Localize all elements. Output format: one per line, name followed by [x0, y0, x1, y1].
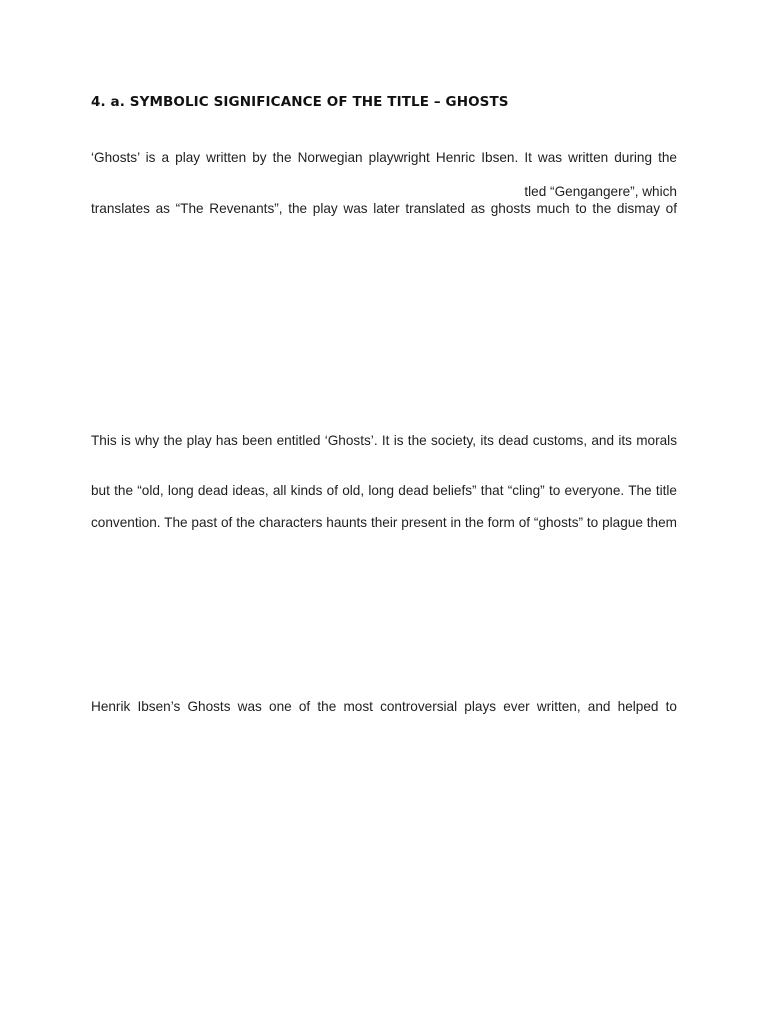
- text-line-2: tled “Gengangere”, which: [524, 184, 677, 199]
- text-line-4: This is why the play has been entitled ‘Ghosts’. It is the society, its dead customs, and its morals: [91, 433, 677, 448]
- text-line-5: but the “old, long dead ideas, all kinds of old, long dead beliefs” that “cling” to everyone. The title: [91, 483, 677, 498]
- section-heading: 4. a. SYMBOLIC SIGNIFICANCE OF THE TITLE – GHOSTS: [91, 94, 509, 110]
- text-line-7: Henrik Ibsen’s Ghosts was one of the most controversial plays ever written, and helped to: [91, 699, 677, 714]
- text-line-3: translates as “The Revenants”, the play was later translated as ghosts much to the dismay of: [91, 201, 677, 216]
- text-line-1: ‘Ghosts’ is a play written by the Norwegian playwright Henric Ibsen. It was written during the: [91, 150, 677, 165]
- text-line-6: convention. The past of the characters haunts their present in the form of “ghosts” to plague them: [91, 515, 677, 530]
